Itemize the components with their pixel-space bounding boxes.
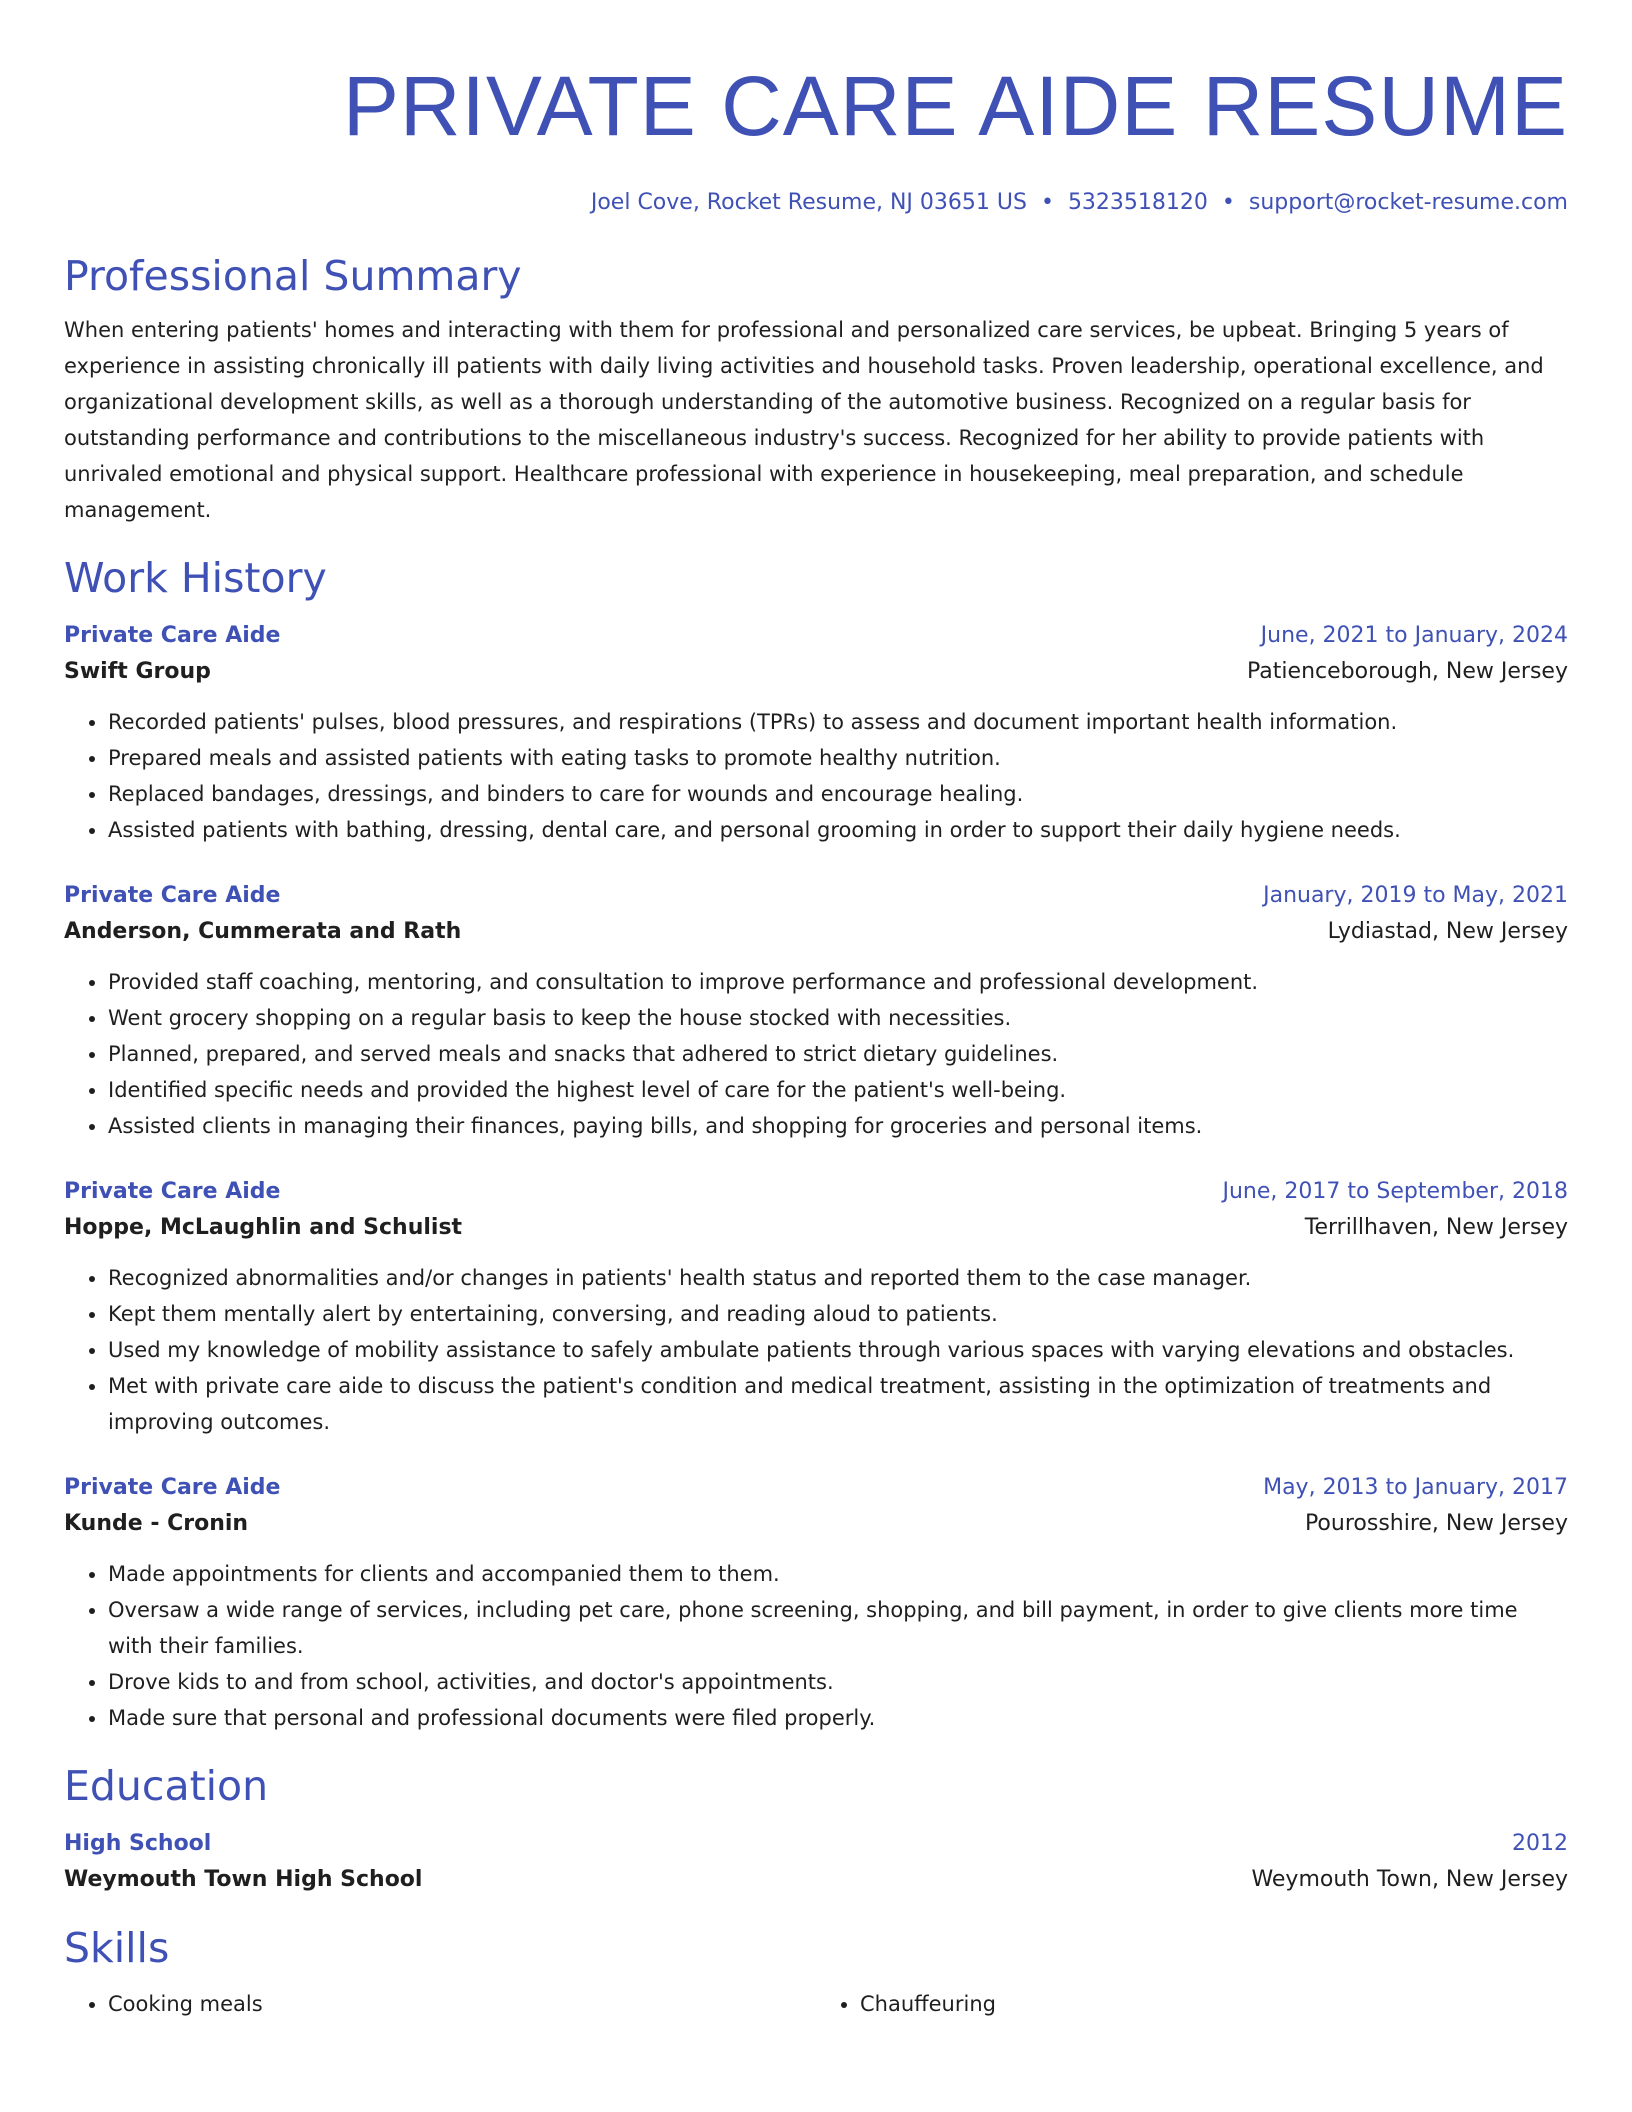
education-year: 2012 [1512, 1831, 1568, 1856]
job-duty: • Met with private care aide to discuss the patient's condition and medical treatment, assisting in the optimization of treatments and improving outcomes. [108, 1368, 1568, 1440]
job-entry [64, 1174, 1568, 1440]
job-title: Private Care Aide [64, 623, 281, 648]
skills-list [64, 1986, 1568, 2022]
job-duty: • Replaced bandages, dressings, and binders to care for wounds and encourage healing. [108, 776, 1568, 812]
job-duty: • Identified specific needs and provided the highest level of care for the patient's well-being. [108, 1072, 1568, 1108]
contact-phone: 5323518120 [1067, 190, 1208, 215]
skills-section [64, 1922, 1568, 2022]
job-duty: • Prepared meals and assisted patients with eating tasks to promote healthy nutrition. [108, 740, 1568, 776]
job-dates: May, 2013 to January, 2017 [1263, 1475, 1568, 1500]
skills-column-left [64, 1986, 816, 2022]
education-location: Weymouth Town, New Jersey [1251, 1867, 1568, 1892]
job-employer: Anderson, Cummerata and Rath [64, 919, 462, 944]
job-duty: • Assisted clients in managing their finances, paying bills, and shopping for groceries and personal items. [108, 1108, 1568, 1144]
job-title: Private Care Aide [64, 1179, 281, 1204]
job-title: Private Care Aide [64, 883, 281, 908]
skills-heading: Skills [64, 1924, 170, 1972]
education-entry [64, 1826, 1568, 1898]
job-duty: • Recognized abnormalities and/or changes in patients' health status and reported them to the case manager. [108, 1260, 1568, 1296]
job-location: Pourosshire, New Jersey [1304, 1511, 1568, 1536]
contact-email: support@rocket-resume.com [1248, 190, 1568, 215]
education-heading: Education [64, 1762, 269, 1810]
job-duty: • Made appointments for clients and accompanied them to them. [108, 1556, 1568, 1592]
professional-summary-section [64, 250, 1568, 528]
contact-separator: • [1040, 190, 1054, 215]
job-dates: June, 2017 to September, 2018 [1222, 1179, 1568, 1204]
job-duty: • Recorded patients' pulses, blood pressures, and respirations (TPRs) to assess and document important health information. [108, 704, 1568, 740]
job-duty: • Provided staff coaching, mentoring, and consultation to improve performance and professional development. [108, 964, 1568, 1000]
job-duty: • Drove kids to and from school, activities, and doctor's appointments. [108, 1664, 1568, 1700]
education-degree: High School [64, 1831, 212, 1856]
job-location: Terrillhaven, New Jersey [1304, 1215, 1568, 1240]
skill-item: • Chauffeuring [860, 1986, 1568, 2022]
job-title: Private Care Aide [64, 1475, 281, 1500]
job-duties-list [64, 704, 1568, 848]
job-duties-list [64, 1556, 1568, 1736]
job-entry [64, 878, 1568, 1144]
contact-separator: • [1221, 190, 1235, 215]
skills-column-right [816, 1986, 1568, 2022]
contact-address: Joel Cove, Rocket Resume, NJ 03651 US [590, 190, 1027, 215]
summary-heading: Professional Summary [64, 252, 522, 300]
job-duty: • Made sure that personal and professional documents were filed properly. [108, 1700, 1568, 1736]
education-section [64, 1760, 1568, 1898]
job-duty: • Assisted patients with bathing, dressing, dental care, and personal grooming in order to support their daily hygiene needs. [108, 812, 1568, 848]
work-history-section [64, 552, 1568, 1736]
job-dates: January, 2019 to May, 2021 [1263, 883, 1568, 908]
job-employer: Kunde - Cronin [64, 1511, 249, 1536]
job-employer: Hoppe, McLaughlin and Schulist [64, 1215, 463, 1240]
job-duty: • Used my knowledge of mobility assistance to safely ambulate patients through various spaces with varying elevations and obstacles. [108, 1332, 1568, 1368]
job-duty: • Planned, prepared, and served meals and snacks that adhered to strict dietary guidelines. [108, 1036, 1568, 1072]
job-dates: June, 2021 to January, 2024 [1260, 623, 1568, 648]
job-location: Patienceborough, New Jersey [1247, 659, 1568, 684]
job-location: Lydiastad, New Jersey [1327, 919, 1568, 944]
job-entry [64, 618, 1568, 848]
job-duty: • Kept them mentally alert by entertaining, conversing, and reading aloud to patients. [108, 1296, 1568, 1332]
summary-text: When entering patients' homes and interacting with them for professional and personalized care services, be upbeat. Bringing 5 years of experience in assisting chronically ill patients with daily living activities and household tasks. Proven leadership, operational excellence, and organizational development skills, as well as a thorough understanding of the automotive business. Recognized on a regular basis for outstanding performance and contributions to the miscellaneous industry's success. Recognized for her ability to provide patients with unrivaled emotional and physical support. Healthcare professional with experience in housekeeping, meal preparation, and schedule management. [64, 318, 1544, 522]
job-duties-list [64, 1260, 1568, 1440]
contact-line [64, 188, 1568, 218]
resume-page [64, 0, 1568, 2022]
resume-title: PRIVATE CARE AIDE RESUME [342, 59, 1568, 153]
job-entry [64, 1470, 1568, 1736]
job-employer: Swift Group [64, 659, 211, 684]
job-duty: • Oversaw a wide range of services, including pet care, phone screening, shopping, and bill payment, in order to give clients more time with their families. [108, 1592, 1568, 1664]
job-duty: • Went grocery shopping on a regular basis to keep the house stocked with necessities. [108, 1000, 1568, 1036]
job-duties-list [64, 964, 1568, 1144]
education-school: Weymouth Town High School [64, 1867, 423, 1892]
skill-item: • Cooking meals [108, 1986, 816, 2022]
work-history-heading: Work History [64, 554, 327, 602]
